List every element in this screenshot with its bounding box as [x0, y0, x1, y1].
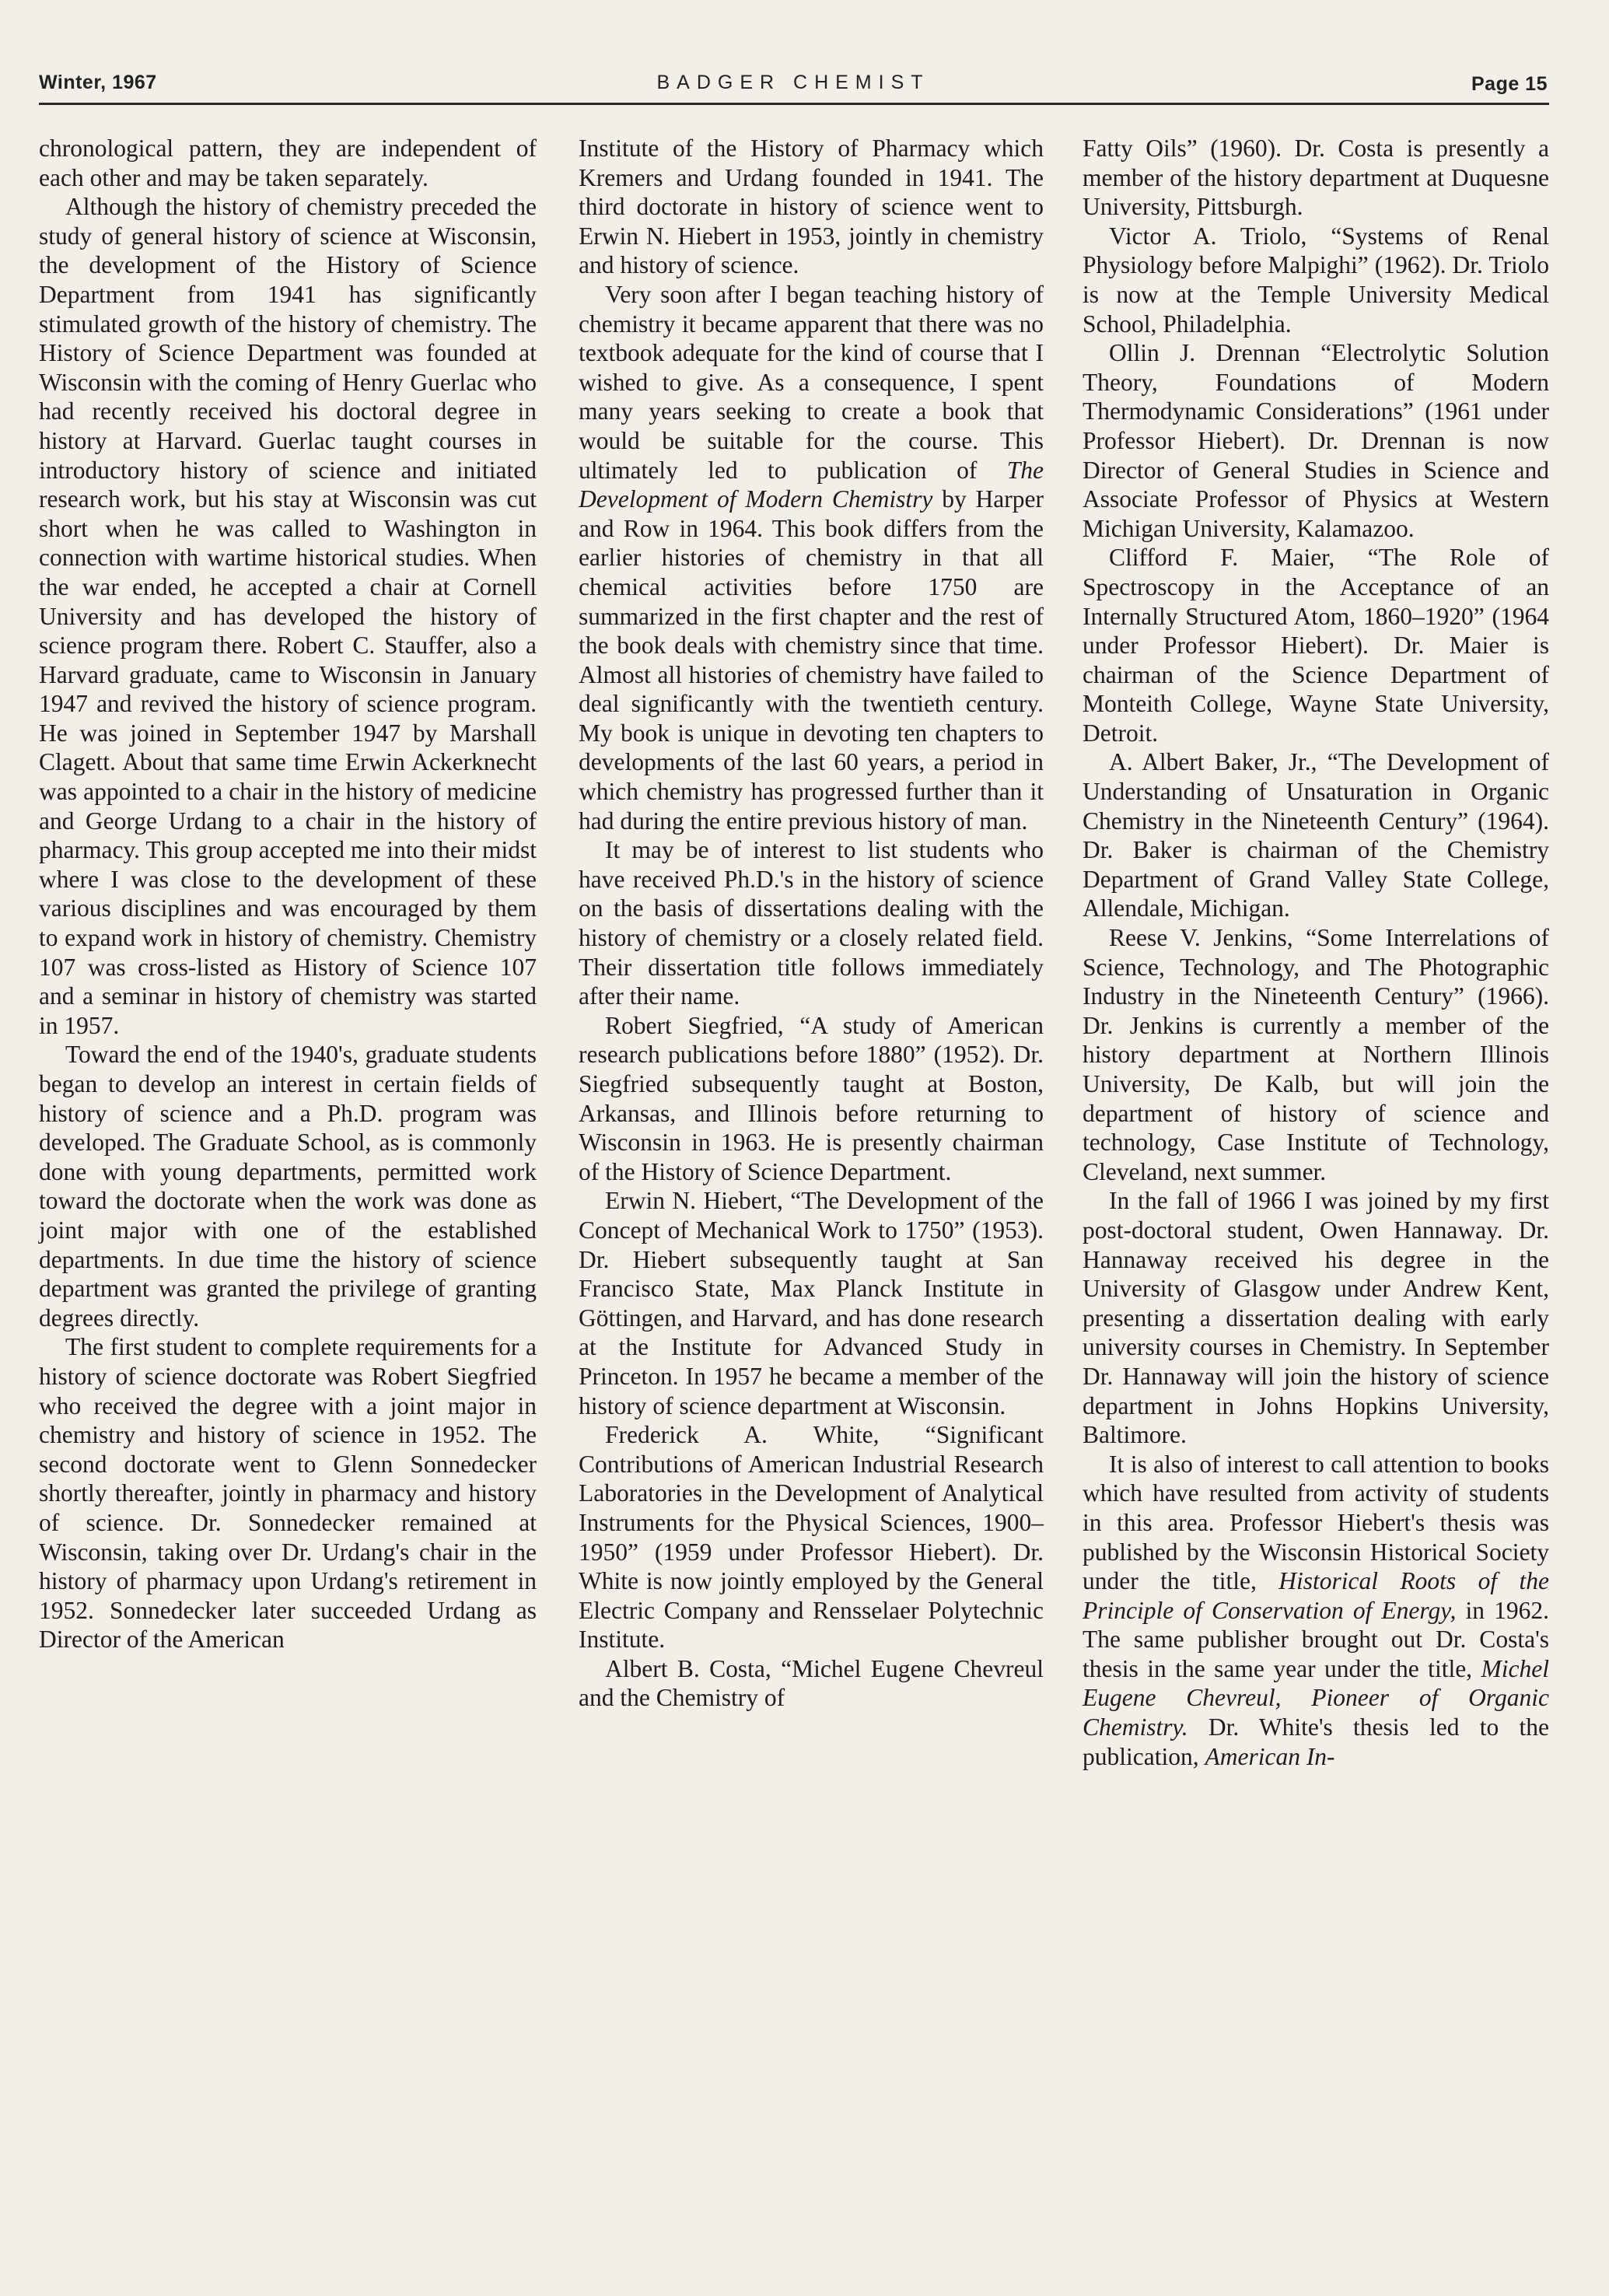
paragraph: chronological pattern, they are independent of each other and may be taken separately. [39, 135, 537, 191]
book-title: Historical Roots of the Principle of Conservation of Energy, [1083, 1567, 1549, 1624]
paragraph: Although the history of chemistry preceded the study of general history of science at Wisconsin, the development of the History of Science Department from 1941 has significantly stimulated growth of the history of chemistry. The History of Science Department was founded at Wisconsin with the coming of Henry Guerlac who had recently received his doctoral degree in history at Harvard. Guerlac taught courses in introductory history of science and initiated research work, but his stay at Wisconsin was cut short when he was called to Washington in connection with wartime historical studies. When the war ended, he accepted a chair at Cornell University and has developed the history of science program there. Robert C. Stauffer, also a Harvard graduate, came to Wisconsin in January 1947 and revived the history of science program. He was joined in September 1947 by Marshall Clagett. About that same time Erwin Ackerknecht was appointed to a chair in the history of medicine and George Urdang to a chair in the history of pharmacy. This group accepted me into their midst where I was close to the development of these various disciplines and was encouraged by them to expand work in history of chemistry. Chemistry 107 was cross-listed as History of Science 107 and a seminar in history of chemistry was started in 1957. [39, 193, 537, 1039]
paragraph: The first student to complete requirements for a history of science doctorate was Robert Siegfried who received the degree with a joint major in chemistry and history of science in 1952. The second doctorate went to Glenn Sonnedecker shortly thereafter, jointly in pharmacy and history of science. Dr. Sonnedecker remained at Wisconsin, taking over Dr. Urdang's chair in the history of pharmacy upon Urdang's retirement in 1952. Sonnedecker later succeeded Urdang as Director of the American [39, 1333, 537, 1654]
book-title: The Development of Modern Chemistry [579, 456, 1044, 513]
paragraph: Reese V. Jenkins, “Some Interrelations of Science, Technology, and The Photographic Industry in the Nineteenth Century” (1966). Dr. Jenkins is currently a member of the history department at Northern Illinois University, De Kalb, but will join the department of history of science and technology, Case Institute of Technology, Cleveland, next summer. [1083, 924, 1549, 1185]
paragraph [1083, 1450, 1549, 1772]
paragraph: Toward the end of the 1940's, graduate students began to develop an interest in certain fields of history of science and a Ph.D. program was developed. The Graduate School, as is commonly done with young departments, permitted work toward the doctorate when the work was done as joint major with one of the established departments. In due time the history of science department was granted the privilege of granting degrees directly. [39, 1041, 537, 1332]
text-run: in 1962. The same publisher brought out Dr. Costa's thesis in the same year under the title, [1083, 1596, 1549, 1682]
text-column-3 [1083, 134, 1549, 1771]
paragraph: Robert Siegfried, “A study of American research publications before 1880” (1952). Dr. Siegfried subsequently taught at Boston, Arkansas, and Illinois before returning to Wisconsin in 1963. He is presently chairman of the History of Science Department. [579, 1011, 1044, 1185]
paragraph: Victor A. Triolo, “Systems of Renal Physiology before Malpighi” (1962). Dr. Triolo is now at the Temple University Medical School, Philadelphia. [1083, 222, 1549, 338]
issue-date: Winter, 1967 [39, 72, 157, 93]
paragraph: It may be of interest to list students who have received Ph.D.'s in the history of science on the basis of dissertations dealing with the history of chemistry or a closely related field. Their dissertation title follows immediately after their name. [579, 836, 1044, 1010]
paragraph: Institute of the History of Pharmacy which Kremers and Urdang founded in 1941. The third doctorate in history of science went to Erwin N. Hiebert in 1953, jointly in chemistry and history of science. [579, 135, 1044, 279]
paragraph: In the fall of 1966 I was joined by my first post-doctoral student, Owen Hannaway. Dr. Hannaway received his degree in the University of Glasgow under Andrew Kent, presenting a dissertation dealing with early university courses in Chemistry. In September Dr. Hannaway will join the history of science department in Johns Hopkins University, Baltimore. [1083, 1187, 1549, 1449]
text-column-2 [579, 134, 1044, 1713]
paragraph: Albert B. Costa, “Michel Eugene Chevreul and the Chemistry of [579, 1654, 1044, 1712]
paragraph: Fatty Oils” (1960). Dr. Costa is presently a member of the history department at Duquesne University, Pittsburgh. [1083, 135, 1549, 221]
running-head [39, 67, 1548, 101]
text-column-1 [39, 134, 537, 1654]
text-run: It is also of interest to call attention to books which have resulted from activity of students in this area. Professor Hiebert's thesis was published by the Wisconsin Historical Society under the title, [1083, 1450, 1549, 1595]
journal-title: BADGER CHEMIST [656, 72, 930, 93]
paragraph: Ollin J. Drennan “Electrolytic Solution Theory, Foundations of Modern Thermodynamic Considerations” (1961 under Professor Hiebert). Dr. Drennan is now Director of General Studies in Science and Associate Professor of Physics at Western Michigan University, Kalamazoo. [1083, 339, 1549, 542]
paragraph: A. Albert Baker, Jr., “The Development of Understanding of Unsaturation in Organic Chemistry in the Nineteenth Century” (1964). Dr. Baker is chairman of the Chemistry Department of Grand Valley State College, Allendale, Michigan. [1083, 748, 1549, 922]
book-title: American In- [1205, 1742, 1335, 1770]
text-run: Dr. White's thesis led to the publication, [1083, 1713, 1549, 1770]
header-rule [39, 103, 1549, 105]
book-title: Michel Eugene Chevreul, Pioneer of Organic Chemistry. [1083, 1654, 1549, 1741]
text-run: by Harper and Row in 1964. This book differs from the earlier histories of chemistry in that all chemical activities before 1750 are summarized in the first chapter and the rest of the book deals with chemistry since that time. Almost all histories of chemistry have failed to deal significantly with the twentieth century. My book is unique in devoting ten chapters to developments of the last 60 years, a period in which chemistry has progressed further than it had during the entire previous history of man. [579, 485, 1044, 835]
paragraph [579, 280, 1044, 835]
page-number: Page 15 [1471, 73, 1548, 95]
paragraph: Clifford F. Maier, “The Role of Spectroscopy in the Acceptance of an Internally Structured Atom, 1860–1920” (1964 under Professor Hiebert). Dr. Maier is chairman of the Science Department of Monteith College, Wayne State University, Detroit. [1083, 544, 1549, 747]
text-run: Very soon after I began teaching history of chemistry it became apparent that there was no textbook adequate for the kind of course that I wished to give. As a consequence, I spent many years seeking to create a book that would be suitable for the course. This ultimately led to publication of [579, 280, 1044, 484]
paragraph: Frederick A. White, “Significant Contributions of American Industrial Research Laboratories in the Development of Analytical Instruments for the Physical Sciences, 1900–1950” (1959 under Professor Hiebert). Dr. White is now jointly employed by the General Electric Company and Rensselaer Polytechnic Institute. [579, 1421, 1044, 1654]
paragraph: Erwin N. Hiebert, “The Development of the Concept of Mechanical Work to 1750” (1953). Dr. Hiebert subsequently taught at San Francisco State, Max Planck Institute in Göttingen, and Harvard, and has done research at the Institute for Advanced Study in Princeton. In 1957 he became a member of the history of science department at Wisconsin. [579, 1187, 1044, 1419]
